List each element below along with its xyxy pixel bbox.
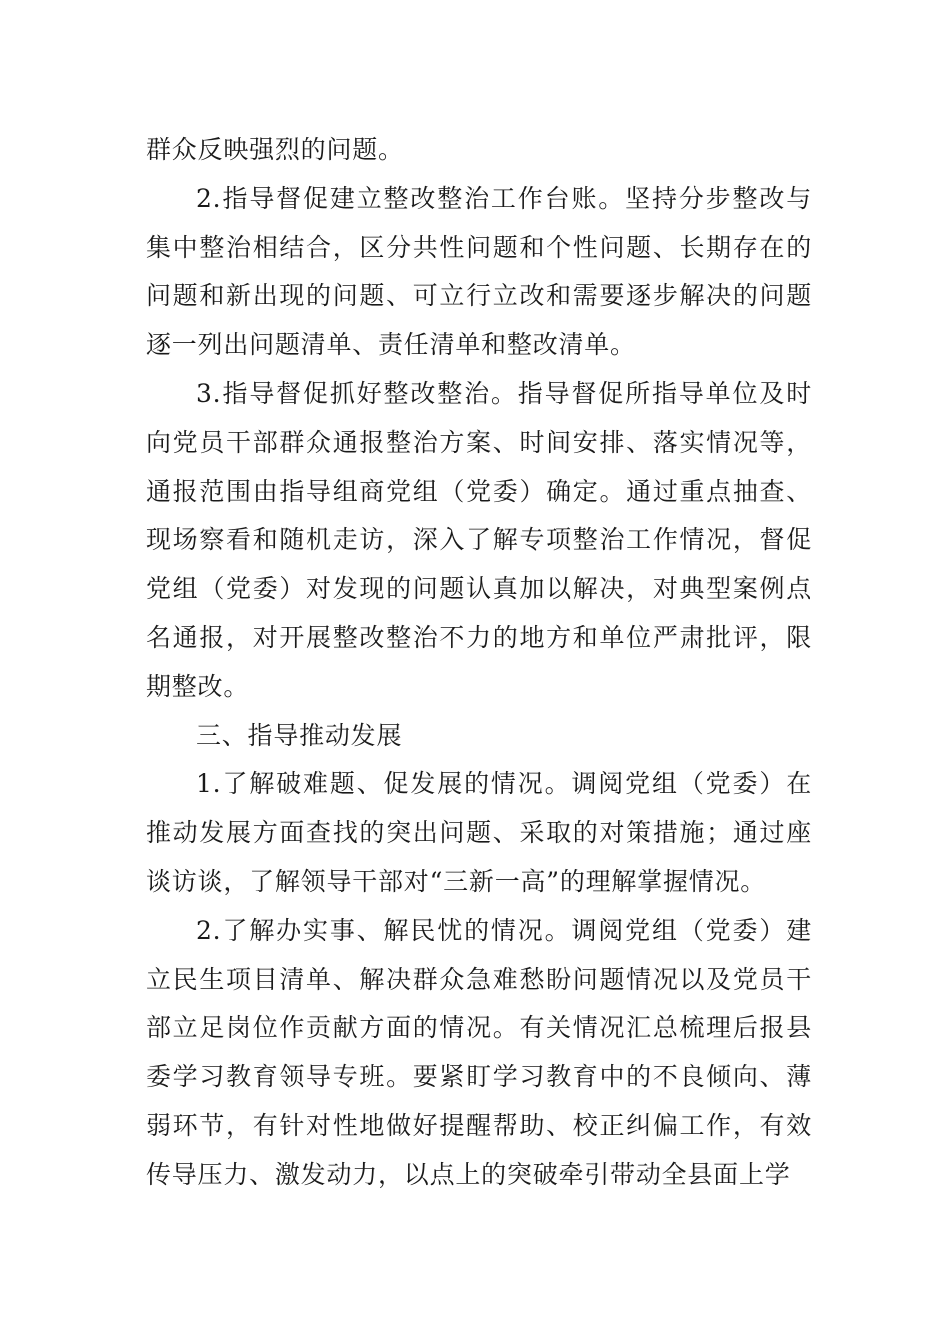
paragraph-item-1-development: 1.了解破难题、促发展的情况。调阅党组（党委）在推动发展方面查找的突出问题、采取的对策措施；通过座谈访谈，了解领导干部对“三新一高”的理解掌握情况。 — [146, 769, 812, 896]
paragraph-item-2-livelihood: 2.了解办实事、解民忧的情况。调阅党组（党委）建立民生项目清单、解决群众急难愁盼问题情况以及党员干部立足岗位作贡献方面的情况。有关情况汇总梳理后报县委学习教育领导专班。要紧盯学习教育中的不良倾向、薄弱环节，有针对性地做好提醒帮助、校正纠偏工作，有效传导压力、激发动力，以点上的突破牵引带动全县面上学 — [146, 915, 812, 1189]
paragraph-continuation: 群众反映强烈的问题。 — [146, 135, 404, 164]
paragraph-item-3-rectification: 3.指导督促抓好整改整治。指导督促所指导单位及时向党员干部群众通报整治方案、时间安排、落实情况等，通报范围由指导组商党组（党委）确定。通过重点抽查、现场察看和随机走访，深入了解专项整治工作情况，督促党组（党委）对发现的问题认真加以解决，对典型案例点名通报，对开展整改整治不力的地方和单位严肃批评，限期整改。 — [146, 378, 812, 701]
section-heading-three: 三、指导推动发展 — [196, 720, 403, 750]
document-body — [146, 126, 812, 1200]
paragraph-item-2-ledger: 2.指导督促建立整改整治工作台账。坚持分步整改与集中整治相结合，区分共性问题和个性问题、长期存在的问题和新出现的问题、可立行立改和需要逐步解决的问题逐一列出问题清单、责任清单和整改清单。 — [146, 183, 812, 360]
